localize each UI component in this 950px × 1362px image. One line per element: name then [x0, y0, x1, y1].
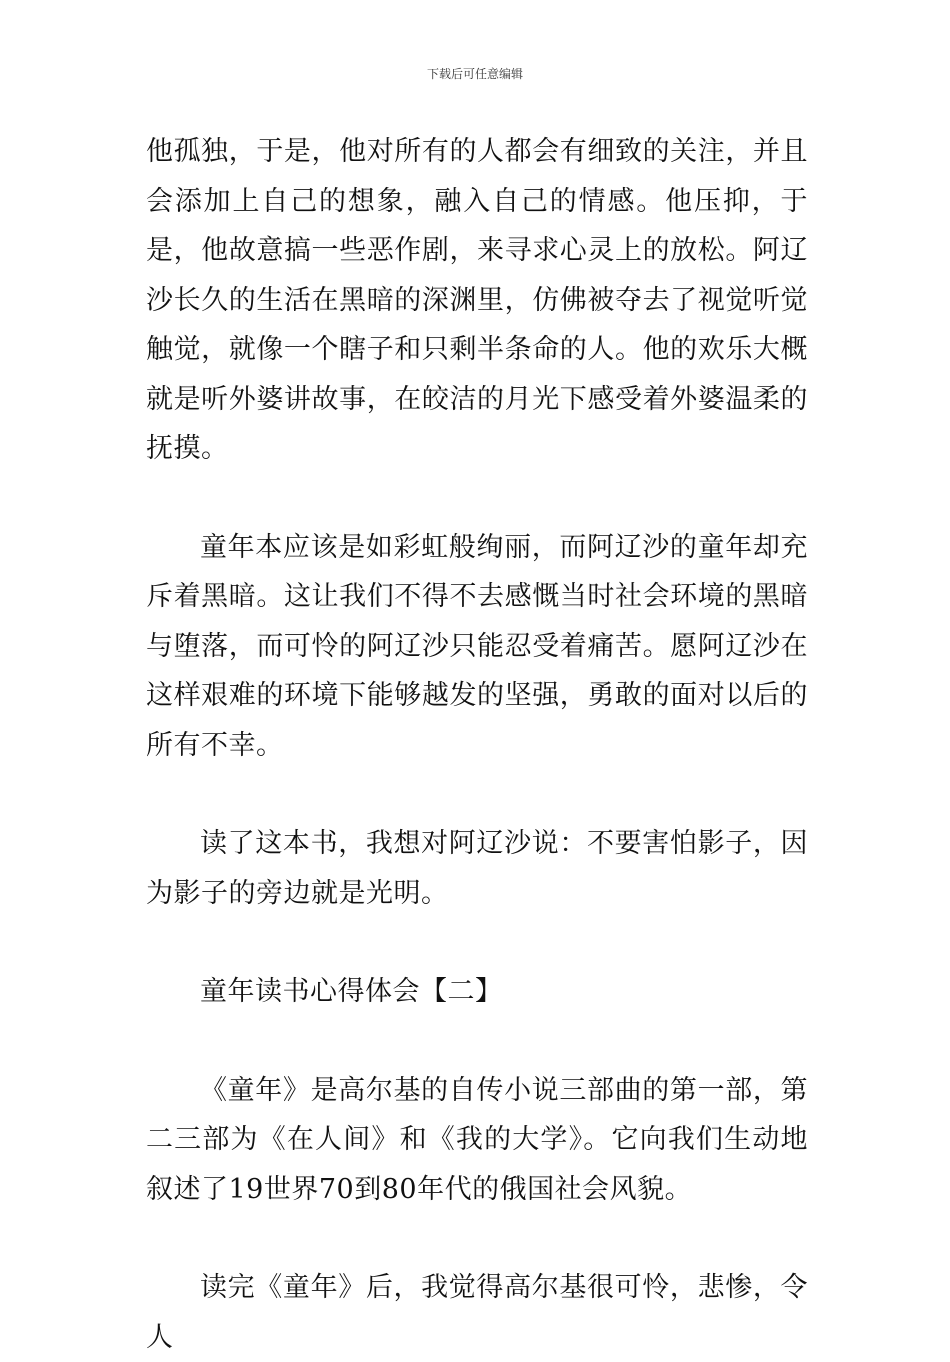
section-heading: 童年读书心得体会【二】	[200, 976, 503, 1007]
paragraph-spacer	[146, 770, 808, 819]
page-header-note: 下载后可任意编辑	[426, 67, 523, 81]
paragraph-spacer	[146, 474, 808, 523]
paragraph-4: 《童年》是高尔基的自传小说三部曲的第一部，第二三部为《在人间》和《我的大学》。它向我们生动地叙述了19世界70到80年代的俄国社会风貌。	[146, 1074, 808, 1205]
paragraph-2: 童年本应该是如彩虹般绚丽，而阿辽沙的童年却充斥着黑暗。这让我们不得不去感慨当时社会环境的黑暗与堕落，而可怜的阿辽沙只能忍受着痛苦。愿阿辽沙在这样艰难的环境下能够越发的坚强，勇敢的面对以后的所有不幸。	[146, 531, 808, 761]
paragraph-spacer	[146, 1214, 808, 1263]
paragraph-5: 读完《童年》后，我觉得高尔基很可怜，悲惨，令人	[146, 1272, 808, 1353]
paragraph-spacer	[146, 1017, 808, 1066]
paragraph-spacer	[146, 918, 808, 967]
paragraph-3: 读了这本书，我想对阿辽沙说：不要害怕影子，因为影子的旁边就是光明。	[146, 828, 808, 909]
paragraph-1: 他孤独，于是，他对所有的人都会有细致的关注，并且会添加上自己的想象，融入自己的情感。他压抑，于是，他故意搞一些恶作剧，来寻求心灵上的放松。阿辽沙长久的生活在黑暗的深渊里，仿佛被夺去了视觉听觉触觉，就像一个瞎子和只剩半条命的人。他的欢乐大概就是听外婆讲故事，在皎洁的月光下感受着外婆温柔的抚摸。	[146, 136, 808, 464]
document-body	[146, 127, 808, 1362]
